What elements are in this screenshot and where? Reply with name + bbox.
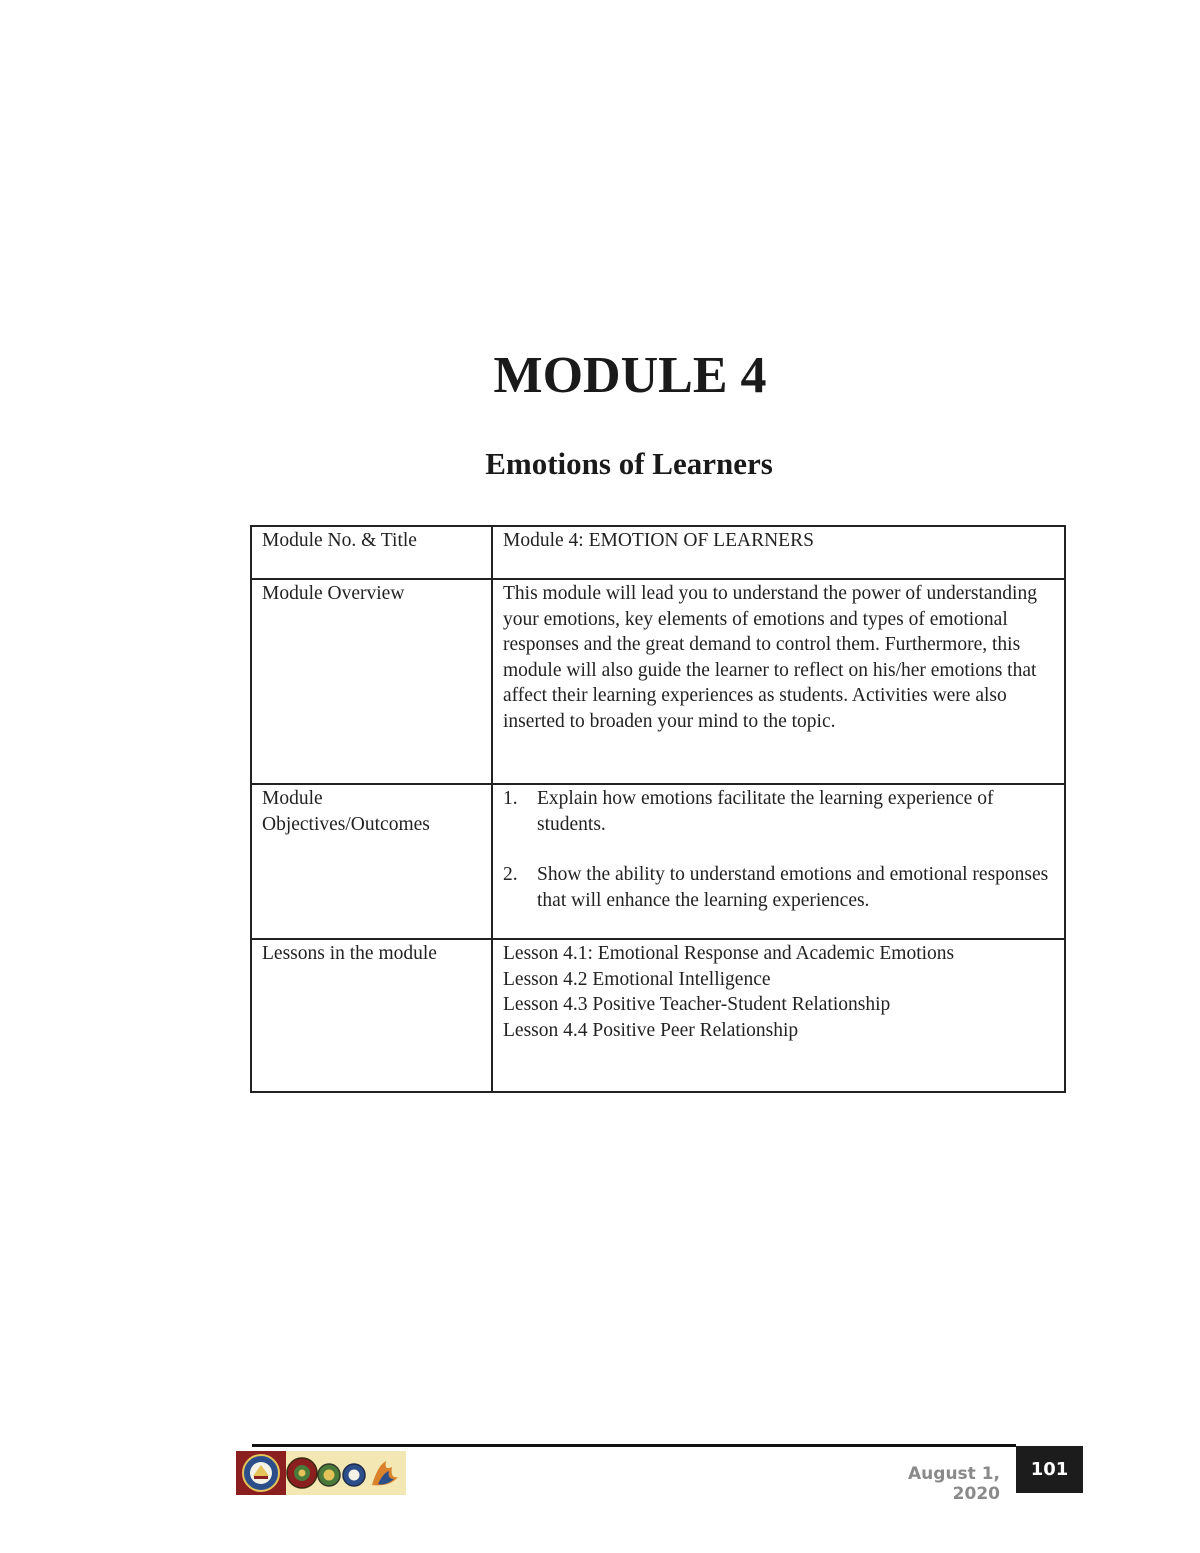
list-number: 2. — [503, 864, 518, 885]
lesson-item: Lesson 4.2 Emotional Intelligence — [503, 968, 771, 990]
row-label: Module No. & Title — [251, 526, 492, 579]
module-subtitle: Emotions of Learners — [485, 446, 773, 481]
table-row — [251, 939, 1065, 1092]
module-info-table — [250, 525, 1066, 1093]
emblem-logo — [286, 1451, 406, 1495]
lesson-item: Lesson 4.3 Positive Teacher-Student Relationship — [503, 994, 891, 1015]
seal-logo — [236, 1451, 286, 1495]
table-row — [251, 526, 1065, 579]
objective-text: Explain how emotions facilitate the learning experience of students. — [537, 788, 994, 835]
list-number: 1. — [503, 788, 518, 809]
row-label: Lessons in the module — [251, 939, 492, 1092]
module-overview-text: This module will lead you to understand the power of understanding your emotions, key elements of emotions and types of emotional responses and the great demand to control them. Furthermore, this module will also guide the learner to reflect on his/her emotions that affect their learning experiences as students. Activities were also inserted to broaden your mind to the topic. — [492, 579, 1065, 784]
row-label: Module Overview — [251, 579, 492, 784]
list-item — [503, 862, 1055, 913]
row-label: Module Objectives/Outcomes — [251, 784, 492, 939]
row-value: Module 4: EMOTION OF LEARNERS — [492, 526, 1065, 579]
objectives-list — [503, 786, 1055, 913]
module-title: MODULE 4 — [493, 347, 767, 404]
lesson-item: Lesson 4.1: Emotional Response and Academic Emotions — [503, 943, 955, 964]
lessons-cell — [492, 939, 1065, 1092]
footer-rule — [252, 1444, 1016, 1447]
table-row — [251, 784, 1065, 939]
lesson-item: Lesson 4.4 Positive Peer Relationship — [503, 1019, 799, 1041]
footer-date: August 1, 2020 — [908, 1464, 1000, 1504]
objective-text: Show the ability to understand emotions and emotional responses that will enhance the learning experiences. — [537, 864, 1049, 911]
footer-logos — [236, 1451, 406, 1495]
objectives-cell — [492, 784, 1065, 939]
list-item — [503, 786, 1055, 837]
table-row — [251, 579, 1065, 784]
page-number: 101 — [1016, 1446, 1083, 1493]
